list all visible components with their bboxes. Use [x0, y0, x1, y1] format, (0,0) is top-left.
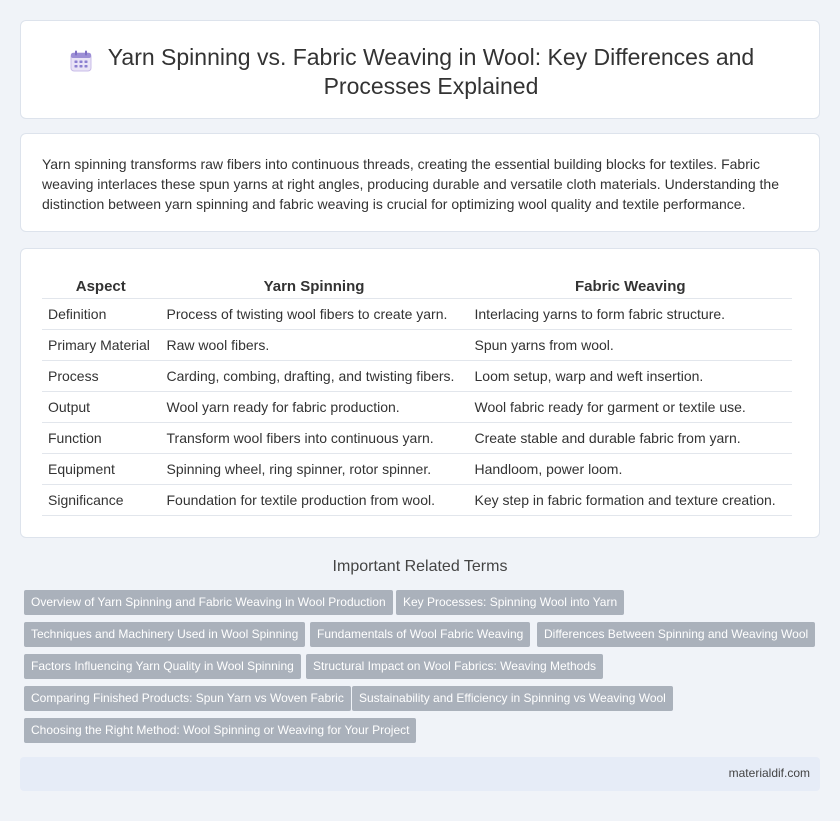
related-term-link[interactable]: Differences Between Spinning and Weaving Wool — [537, 622, 815, 647]
table-header-row — [42, 276, 792, 298]
comparison-table — [42, 276, 792, 516]
related-term-link[interactable]: Techniques and Machinery Used in Wool Spinning — [24, 622, 305, 647]
table-row — [42, 360, 792, 391]
comparison-table-card — [20, 248, 820, 538]
row-fabric-weaving: Wool fabric ready for garment or textile use. — [468, 391, 792, 422]
row-aspect: Primary Material — [42, 329, 160, 360]
intro-paragraph: Yarn spinning transforms raw fibers into continuous threads, creating the essential building blocks for textiles. Fabric weaving interlaces these spun yarns at right angles, producing durable and versatile cloth materials. Understanding the distinction between yarn spinning and fabric weaving is crucial for optimizing wool quality and textile performance. — [42, 156, 779, 212]
row-yarn-spinning: Process of twisting wool fibers to create yarn. — [160, 298, 468, 329]
table-row — [42, 391, 792, 422]
title-card — [20, 20, 820, 119]
related-terms-heading: Important Related Terms — [332, 558, 508, 575]
row-aspect: Function — [42, 422, 160, 453]
related-term-link[interactable]: Overview of Yarn Spinning and Fabric Weaving in Wool Production — [24, 590, 393, 615]
row-fabric-weaving: Handloom, power loom. — [468, 453, 792, 484]
page-title: Yarn Spinning vs. Fabric Weaving in Wool: Key Differences and Processes Explained — [107, 44, 755, 99]
row-yarn-spinning: Foundation for textile production from wool. — [160, 484, 468, 515]
row-yarn-spinning: Raw wool fibers. — [160, 329, 468, 360]
table-row — [42, 422, 792, 453]
related-term-link[interactable]: Structural Impact on Wool Fabrics: Weaving Methods — [306, 654, 603, 679]
row-aspect: Significance — [42, 484, 160, 515]
related-term-link[interactable]: Fundamentals of Wool Fabric Weaving — [310, 622, 530, 647]
related-term-link[interactable]: Sustainability and Efficiency in Spinning vs Weaving Wool — [352, 686, 673, 711]
footer — [20, 757, 820, 791]
header-aspect: Aspect — [42, 276, 160, 298]
table-row — [42, 484, 792, 515]
footer-site-link[interactable]: materialdif.com — [728, 766, 810, 780]
header-fabric-weaving: Fabric Weaving — [468, 276, 792, 298]
header-yarn-spinning: Yarn Spinning — [160, 276, 468, 298]
related-term-link[interactable]: Comparing Finished Products: Spun Yarn vs Woven Fabric — [24, 686, 351, 711]
table-row — [42, 453, 792, 484]
row-fabric-weaving: Key step in fabric formation and texture creation. — [468, 484, 792, 515]
related-term-link[interactable]: Choosing the Right Method: Wool Spinning or Weaving for Your Project — [24, 718, 416, 743]
row-fabric-weaving: Spun yarns from wool. — [468, 329, 792, 360]
row-yarn-spinning: Spinning wheel, ring spinner, rotor spinner. — [160, 453, 468, 484]
row-fabric-weaving: Loom setup, warp and weft insertion. — [468, 360, 792, 391]
row-aspect: Process — [42, 360, 160, 391]
intro-card — [20, 133, 820, 232]
row-fabric-weaving: Create stable and durable fabric from yarn. — [468, 422, 792, 453]
row-yarn-spinning: Transform wool fibers into continuous yarn. — [160, 422, 468, 453]
row-yarn-spinning: Wool yarn ready for fabric production. — [160, 391, 468, 422]
related-term-link[interactable]: Key Processes: Spinning Wool into Yarn — [396, 590, 624, 615]
table-row — [42, 329, 792, 360]
row-aspect: Output — [42, 391, 160, 422]
row-fabric-weaving: Interlacing yarns to form fabric structure. — [468, 298, 792, 329]
table-row — [42, 298, 792, 329]
row-aspect: Equipment — [42, 453, 160, 484]
related-term-link[interactable]: Factors Influencing Yarn Quality in Wool Spinning — [24, 654, 301, 679]
row-aspect: Definition — [42, 298, 160, 329]
row-yarn-spinning: Carding, combing, drafting, and twisting fibers. — [160, 360, 468, 391]
